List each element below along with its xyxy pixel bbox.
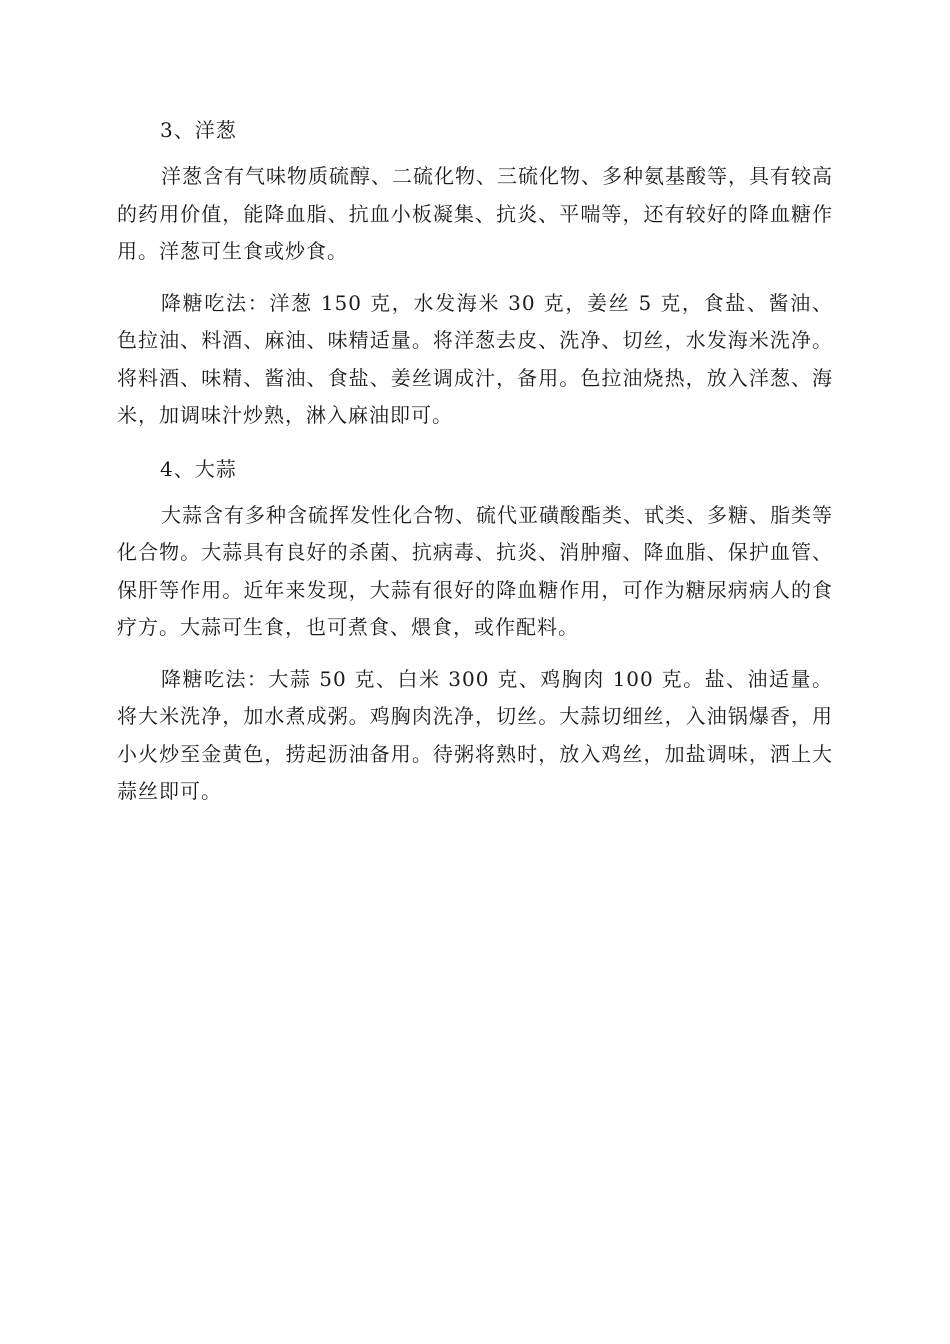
section-heading: 4、大蒜 <box>160 456 237 481</box>
section-onion <box>117 110 833 435</box>
paragraph: 降糖吃法：洋葱 150 克，水发海米 30 克，姜丝 5 克，食盐、酱油、色拉油、料酒、麻油、味精适量。将洋葱去皮、洗净、切丝，水发海米洗净。将料酒、味精、酱油、食盐、姜丝调成汁，备用。色拉油烧热，放入洋葱、海米，加调味汁炒熟，淋入麻油即可。 <box>117 290 833 427</box>
document-body <box>117 110 833 825</box>
section-heading: 3、洋葱 <box>160 118 237 142</box>
paragraph: 降糖吃法：大蒜 50 克、白米 300 克、鸡胸肉 100 克。盐、油适量。将大米洗净，加水煮成粥。鸡胸肉洗净，切丝。大蒜切细丝，入油锅爆香，用小火炒至金黄色，捞起沥油备用。待粥将熟时，放入鸡丝，加盐调味，洒上大蒜丝即可。 <box>117 666 833 803</box>
section-garlic <box>117 449 833 811</box>
paragraph: 大蒜含有多种含硫挥发性化合物、硫代亚磺酸酯类、甙类、多糖、脂类等化合物。大蒜具有良好的杀菌、抗病毒、抗炎、消肿瘤、降血脂、保护血管、保肝等作用。近年来发现，大蒜有很好的降血糖作用，可作为糖尿病病人的食疗方。大蒜可生食，也可煮食、煨食，或作配料。 <box>117 502 833 639</box>
paragraph: 洋葱含有气味物质硫醇、二硫化物、三硫化物、多种氨基酸等，具有较高的药用价值，能降血脂、抗血小板凝集、抗炎、平喘等，还有较好的降血糖作用。洋葱可生食或炒食。 <box>117 164 833 263</box>
